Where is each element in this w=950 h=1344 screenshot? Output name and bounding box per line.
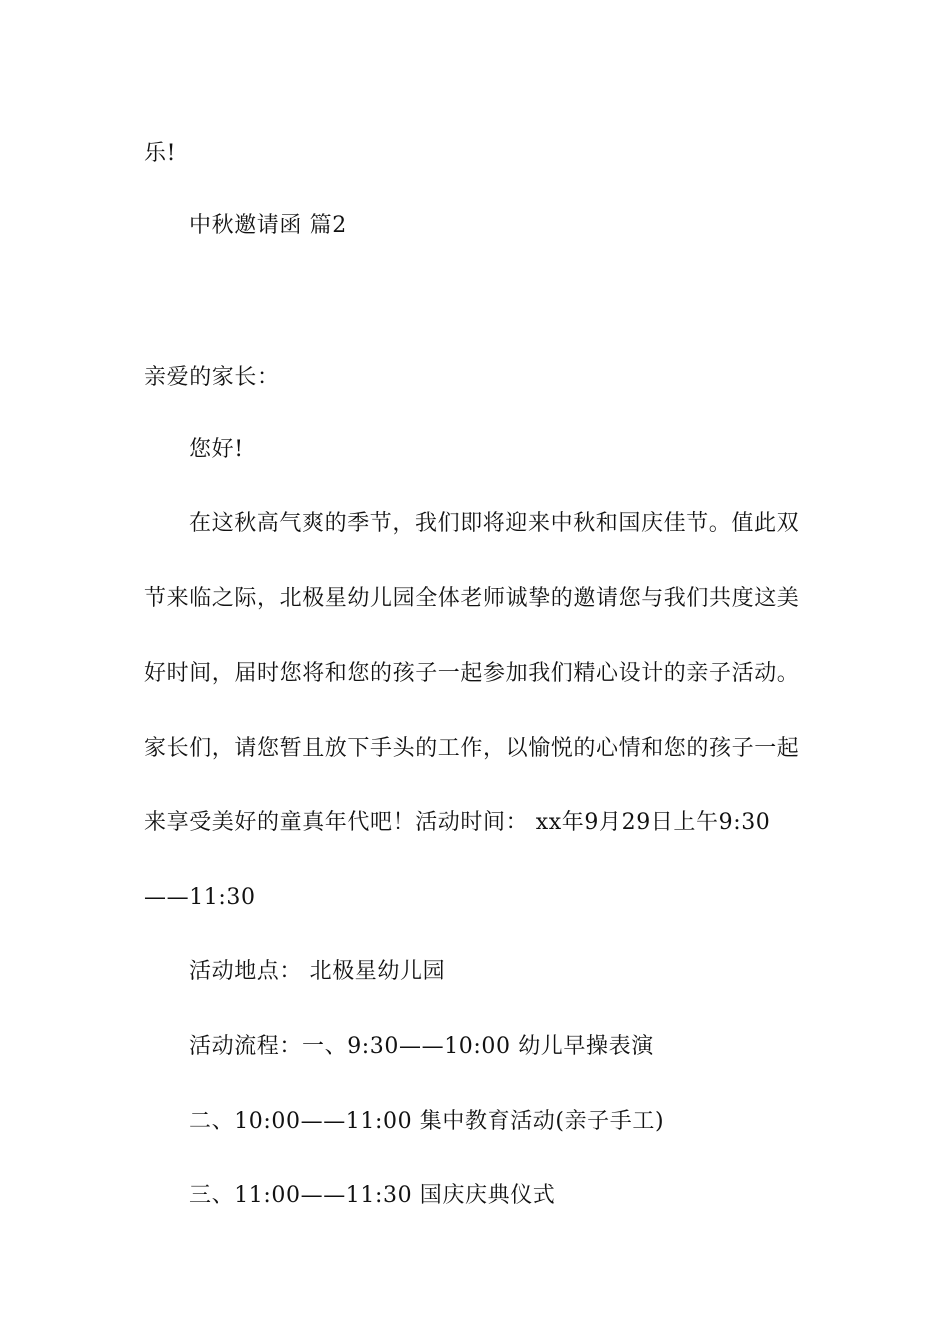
activity-time-end: ——11:30 (144, 885, 256, 910)
body-line-1: 在这秋高气爽的季节，我们即将迎来中秋和国庆佳节。值此双 (189, 511, 800, 536)
body-line-5-activity-time: 来享受美好的童真年代吧！活动时间： xx年9月29日上午9:30 (144, 810, 771, 835)
body-line-3: 好时间，届时您将和您的孩子一起参加我们精心设计的亲子活动。 (144, 661, 800, 686)
activity-location: 活动地点： 北极星幼儿园 (189, 959, 446, 984)
greeting: 您好! (189, 437, 244, 462)
body-line-2: 节来临之际，北极星幼儿园全体老师诚挚的邀请您与我们共度这美 (144, 586, 800, 611)
salutation: 亲爱的家长： (144, 365, 280, 390)
section-heading: 中秋邀请函 篇2 (189, 213, 347, 238)
body-line-4: 家长们，请您暂且放下手头的工作，以愉悦的心情和您的孩子一起 (144, 736, 800, 761)
activity-schedule-item-2: 二、10:00——11:00 集中教育活动(亲子手工) (189, 1109, 665, 1134)
activity-schedule-item-1: 活动流程：一、9:30——10:00 幼儿早操表演 (189, 1034, 654, 1059)
paragraph-fragment-end: 乐! (144, 141, 177, 166)
activity-schedule-item-3: 三、11:00——11:30 国庆庆典仪式 (189, 1183, 556, 1208)
